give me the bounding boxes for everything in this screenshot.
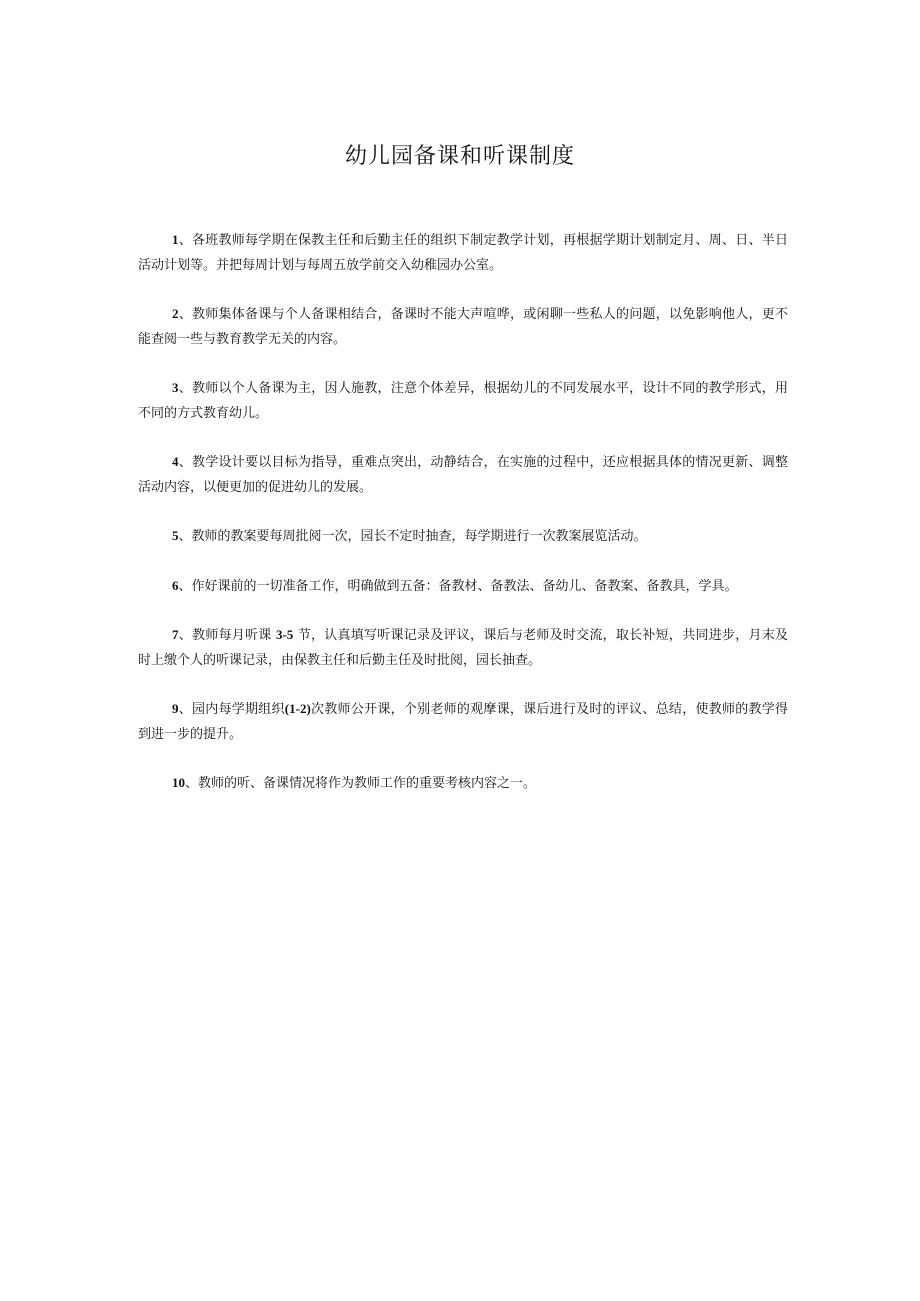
paragraph-text: 、教师以个人备课为主，因人施教，注意个体差异，根据幼儿的不同发展水平，设计不同的教学形式，用不同的方式教育幼儿。 xyxy=(138,381,788,421)
paragraph-text: 、教师每月听课 xyxy=(178,628,276,643)
paragraph-inline-number: 3-5 xyxy=(275,627,294,642)
paragraph-text: 、作好课前的一切准备工作，明确做到五备：备教材、备教法、备幼儿、备教案、备教具，学具。 xyxy=(178,578,738,594)
paragraph-number: 5 xyxy=(172,528,179,543)
document-body xyxy=(138,228,788,821)
paragraph-number: 4 xyxy=(172,454,179,469)
paragraph-5 xyxy=(138,524,788,550)
paragraph-number: 3 xyxy=(172,380,179,395)
paragraph-inline-number: (1-2) xyxy=(284,701,311,716)
paragraph-text: 、教师的听、备课情况将作为教师工作的重要考核内容之一。 xyxy=(185,776,537,791)
paragraph-number: 2 xyxy=(172,306,179,321)
paragraph-9 xyxy=(138,697,788,747)
paragraph-text: 、各班教师每学期在保教主任和后勤主任的组织下制定教学计划，再根据学期计划制定月、周、日、半日活动计划等。并把每周计划与每周五放学前交入幼稚园办公室。 xyxy=(138,233,788,273)
paragraph-text: 、教师集体备课与个人备课相结合，备课时不能大声喧哗，或闲聊一些私人的问题，以免影响他人，更不能查阅一些与教育教学无关的内容。 xyxy=(138,307,788,347)
document-title: 幼儿园备课和听课制度 xyxy=(344,144,575,169)
paragraph-text: 次教师公开课，个别老师的观摩课，课后进行及时的评议、总结，使教师的教学得到进一步的提升。 xyxy=(138,702,788,742)
paragraph-text: 、教学设计要以目标为指导，重难点突出，动静结合，在实施的过程中，还应根据具体的情况更新、调整活动内容，以便更加的促进幼儿的发展。 xyxy=(138,455,788,495)
paragraph-text: 、教师的教案要每周批阅一次，园长不定时抽查，每学期进行一次教案展览活动。 xyxy=(178,529,647,544)
paragraph-number: 10 xyxy=(172,775,185,790)
paragraph-number: 1 xyxy=(172,232,179,247)
paragraph-1 xyxy=(138,228,788,278)
paragraph-text: 节，认真填写听课记录及评议，课后与老师及时交流，取长补短，共同进步，月末及时上缴个人的听课记录，由保教主任和后勤主任及时批阅，园长抽查。 xyxy=(138,628,788,668)
paragraph-number: 7 xyxy=(172,627,179,642)
paragraph-number: 6 xyxy=(172,577,179,593)
paragraph-2 xyxy=(138,302,788,352)
paragraph-10 xyxy=(138,771,788,797)
paragraph-7 xyxy=(138,623,788,673)
paragraph-number: 9 xyxy=(172,701,179,716)
paragraph-text: 、园内每学期组织 xyxy=(178,702,285,717)
paragraph-3 xyxy=(138,376,788,426)
paragraph-6 xyxy=(138,574,788,600)
paragraph-4 xyxy=(138,450,788,500)
